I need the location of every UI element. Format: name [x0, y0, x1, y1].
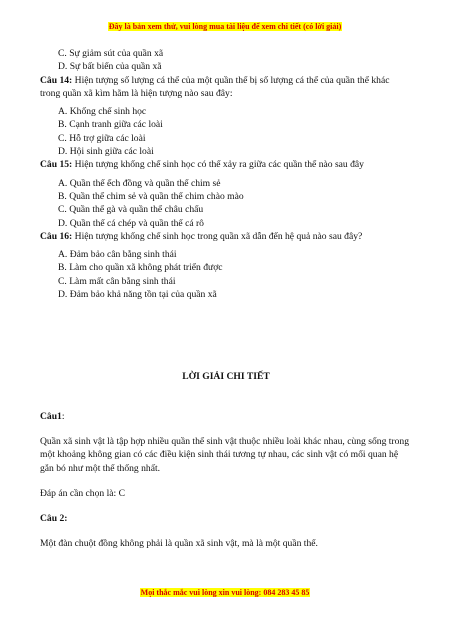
header-banner-text: Đây là bản xem thử, vui lòng mua tài liệu để xem chi tiết (có lời giải) — [108, 22, 342, 31]
q14-option-c: C. Hỗ trợ giữa các loài — [58, 132, 146, 144]
question-14 — [40, 74, 412, 101]
question-15 — [40, 158, 412, 171]
q15-option-a: A. Quần thể ếch đồng và quần thể chim sẻ — [58, 177, 221, 189]
q16-option-d: D. Đảm bảo khả năng tồn tại của quần xã — [58, 289, 217, 301]
q14-option-d: D. Hội sinh giữa các loài — [58, 146, 154, 158]
q15-option-c: C. Quần thể gà và quần thể châu chấu — [58, 204, 204, 216]
q15-option-d: D. Quần thể cá chép và quần thể cá rô — [58, 217, 204, 229]
answer-1-label: Câu1 — [40, 410, 62, 422]
question-14-text: Hiện tượng số lượng cá thể của một quần thể bị số lượng cá thể của quần thể khác trong quần xã kìm hãm là hiện tượng nào sau đây: — [40, 74, 390, 99]
header-banner — [0, 22, 450, 31]
q16-option-a: A. Đảm bảo cân bằng sinh thái — [58, 249, 177, 261]
answer-2-text: Một đàn chuột đồng không phải là quần xã sinh vật, mà là một quần thể. — [40, 538, 318, 550]
answer-1-colon: : — [61, 410, 65, 422]
q13-option-c: C. Sự giảm sút của quần xã — [58, 48, 164, 59]
q14-option-b: B. Cạnh tranh giữa các loài — [58, 119, 163, 131]
answer-1-choice: Đáp án cần chọn là: C — [40, 487, 125, 499]
q16-option-b: B. Làm cho quần xã không phát triển được — [58, 262, 223, 274]
answer-2-label: Câu 2: — [40, 513, 68, 525]
q16-option-c: C. Làm mất cân bằng sinh thái — [58, 275, 176, 287]
question-15-text: Hiện tượng khống chế sinh học có thể xảy ra giữa các quần thể nào sau đây — [72, 159, 364, 171]
q14-option-a: A. Khống chế sinh học — [58, 106, 147, 118]
solution-title: LỜI GIẢI CHI TIẾT — [182, 371, 270, 383]
answer-1-heading — [40, 410, 412, 423]
answer-1-text: Quần xã sinh vật là tập hợp nhiều quần thể sinh vật thuộc nhiều loài khác nhau, cùng sống trong một khoảng không gian có các điều kiện sinh thái tương tự nhau, các sinh vật có mối quan hệ gắn bó như một thể thống nhất. — [40, 435, 410, 474]
question-14-label: Câu 14: — [40, 74, 73, 86]
question-16 — [40, 230, 412, 243]
document-body — [40, 47, 412, 551]
q15-option-b: B. Quần thể chim sẻ và quần thể chim chào mào — [58, 190, 244, 202]
question-16-text: Hiện tượng khống chế sinh học trong quần xã dẫn đến hệ quả nào sau đây? — [72, 230, 363, 242]
q13-option-d: D. Sự bất biến của quần xã — [58, 61, 162, 73]
answer-2-heading — [40, 512, 412, 525]
question-15-label: Câu 15: — [40, 159, 73, 171]
question-16-label: Câu 16: — [40, 230, 73, 242]
footer-banner — [0, 588, 450, 597]
footer-banner-text: Mọi thắc mắc vui lòng xin vui lòng: 084 283 45 85 — [140, 588, 310, 597]
